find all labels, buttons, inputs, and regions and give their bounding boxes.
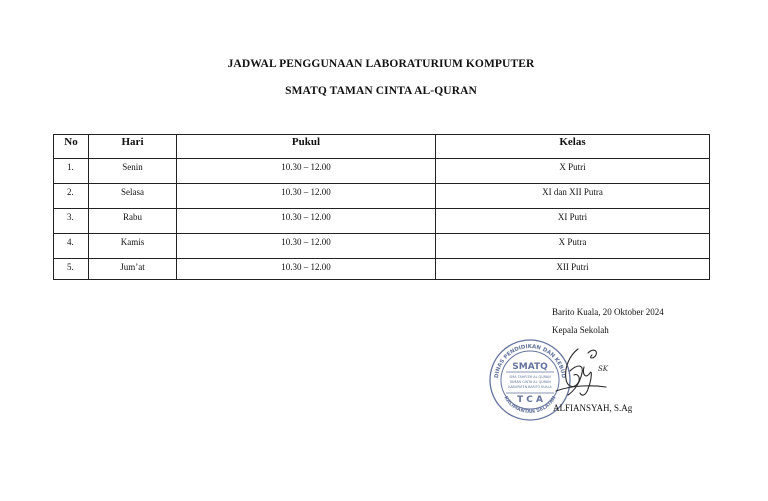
cell-pukul: 10.30 – 12.00 xyxy=(177,184,436,209)
document-title: JADWAL PENGGUNAAN LABORATURIUM KOMPUTER xyxy=(227,58,535,70)
header-hari: Hari xyxy=(89,135,177,159)
stamp-ring-top-text: DINAS PENDIDIKAN DAN KEBUD xyxy=(493,343,567,379)
schedule-table xyxy=(53,134,710,280)
cell-hari: Senin xyxy=(89,159,177,184)
table-row xyxy=(54,184,710,209)
table-row xyxy=(54,234,710,259)
signer-name: ALFIANSYAH, S.Ag xyxy=(553,403,633,413)
stamp-line-3: KABUPATEN BARITO KUALA xyxy=(508,385,552,389)
cell-pukul: 10.30 – 12.00 xyxy=(177,159,436,184)
cell-kelas: X Putra xyxy=(436,234,710,259)
cell-kelas: X Putri xyxy=(436,159,710,184)
stamp-ring-bottom-text: KALIMANTAN SELATAN xyxy=(502,395,558,416)
signature-initials: SK xyxy=(598,365,609,373)
header-pukul: Pukul xyxy=(177,135,436,159)
stamp-bottom-abbr: T C A xyxy=(517,395,543,405)
cell-pukul: 10.30 – 12.00 xyxy=(177,259,436,280)
header-kelas: Kelas xyxy=(436,135,710,159)
cell-no: 3. xyxy=(54,209,89,234)
place-date: Barito Kuala, 20 Oktober 2024 xyxy=(552,307,664,317)
cell-no: 4. xyxy=(54,234,89,259)
cell-kelas: XI Putri xyxy=(436,209,710,234)
cell-hari: Jum’at xyxy=(89,259,177,280)
table-row xyxy=(54,209,710,234)
cell-no: 5. xyxy=(54,259,89,280)
table-row xyxy=(54,159,710,184)
handwritten-signature xyxy=(548,345,618,400)
stamp-center-abbr: SMATQ xyxy=(512,362,548,372)
cell-hari: Kamis xyxy=(89,234,177,259)
cell-no: 2. xyxy=(54,184,89,209)
table-row xyxy=(54,259,710,280)
cell-hari: Rabu xyxy=(89,209,177,234)
cell-hari: Selasa xyxy=(89,184,177,209)
cell-kelas: XI dan XII Putra xyxy=(436,184,710,209)
cell-no: 1. xyxy=(54,159,89,184)
cell-kelas: XII Putri xyxy=(436,259,710,280)
stamp-line-1: SMA TAHFIZH AL QURAN xyxy=(509,375,551,379)
header-no: No xyxy=(54,135,89,159)
table-header-row xyxy=(54,135,710,159)
cell-pukul: 10.30 – 12.00 xyxy=(177,209,436,234)
school-name: SMATQ TAMAN CINTA AL-QURAN xyxy=(285,85,477,97)
stamp-line-2: TAMAN CINTA AL QURAN xyxy=(509,380,551,384)
cell-pukul: 10.30 – 12.00 xyxy=(177,234,436,259)
signer-role: Kepala Sekolah xyxy=(552,325,609,335)
